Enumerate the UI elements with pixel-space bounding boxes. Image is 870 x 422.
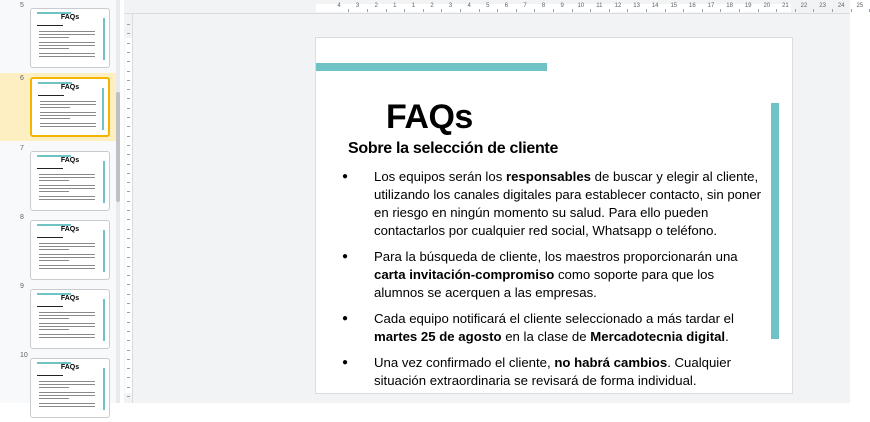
text-run: Una vez confirmado el cliente, xyxy=(374,355,555,370)
thumbnail-text-line xyxy=(39,246,95,247)
ruler-tick xyxy=(127,173,130,174)
thumbnail-text-line xyxy=(39,254,95,255)
thumbnail-accent-bar xyxy=(103,230,105,272)
text-run: Para la búsqueda de cliente, los maestros proporcionarán una xyxy=(374,249,738,264)
ruler-tick xyxy=(441,9,442,12)
thumbnail-text-line xyxy=(37,306,63,307)
slide-thumbnail[interactable] xyxy=(30,77,110,137)
ruler-number: 1 xyxy=(393,3,397,9)
ruler-tick xyxy=(590,9,591,12)
ruler-number: 10 xyxy=(577,3,585,9)
thumbnail-text-line xyxy=(39,326,95,327)
accent-bar-right xyxy=(771,103,779,339)
ruler-tick xyxy=(776,9,777,12)
ruler-tick xyxy=(127,350,130,351)
ruler-number: 9 xyxy=(560,3,564,9)
text-run: en la clase de xyxy=(501,329,591,344)
slide-number: 9 xyxy=(20,283,24,290)
ruler-tick xyxy=(423,9,424,12)
thumbnail-text-line xyxy=(39,384,95,385)
ruler-tick xyxy=(127,24,130,25)
ruler-number: 25 xyxy=(856,3,864,9)
thumbnail-text-line xyxy=(40,123,96,124)
ruler-tick xyxy=(127,387,130,388)
thumbnail-text-line xyxy=(39,174,95,175)
bullet-list[interactable] xyxy=(342,168,767,398)
ruler-tick xyxy=(627,9,628,12)
ruler-tick xyxy=(758,9,759,12)
vertical-ruler[interactable] xyxy=(124,14,133,403)
ruler-tick xyxy=(127,312,130,313)
bullet-item[interactable] xyxy=(342,310,767,346)
ruler-tick xyxy=(127,247,130,248)
slide-number: 7 xyxy=(20,145,24,152)
thumbnail-text-line xyxy=(39,196,95,197)
ruler-number: 2 xyxy=(430,3,434,9)
ruler-tick xyxy=(367,9,368,12)
thumbnail-text-line xyxy=(39,42,95,43)
thumbnail-text-line xyxy=(37,375,63,376)
thumbnail-text-line xyxy=(39,199,95,200)
slide-thumbnail[interactable] xyxy=(30,8,110,68)
ruler-tick xyxy=(127,33,130,34)
ruler-tick xyxy=(127,284,130,285)
ruler-tick xyxy=(127,80,130,81)
thumbnail-text-line xyxy=(39,185,95,186)
thumbnail-accent-bar xyxy=(103,18,105,60)
thumbnail-accent-bar xyxy=(103,161,105,203)
text-run: . xyxy=(725,329,729,344)
thumbnail-text-line xyxy=(39,56,95,57)
ruler-tick xyxy=(127,201,130,202)
thumbnail-text-line xyxy=(37,237,63,238)
ruler-tick xyxy=(683,9,684,12)
ruler-number: 5 xyxy=(486,3,490,9)
thumbnail-text-line xyxy=(39,334,95,335)
thumbnail-title: FAQs xyxy=(60,295,80,302)
slide-filmstrip xyxy=(0,0,118,403)
thumbnail-text-line xyxy=(39,191,69,192)
thumbnail-text-line xyxy=(39,398,69,399)
ruler-number: 20 xyxy=(763,3,771,9)
ruler-tick xyxy=(127,89,130,90)
bold-text: responsables xyxy=(505,169,591,184)
ruler-number: 1 xyxy=(411,3,416,9)
bold-text: no habrá cambios xyxy=(554,355,668,370)
ruler-number: 15 xyxy=(670,3,678,9)
ruler-tick xyxy=(127,182,130,183)
thumbnail-text-line xyxy=(39,323,95,324)
thumbnail-text-line xyxy=(39,406,95,407)
ruler-tick xyxy=(127,322,130,323)
ruler-number: 4 xyxy=(467,3,471,9)
ruler-tick xyxy=(646,9,647,12)
ruler-tick xyxy=(127,266,130,267)
slide-canvas xyxy=(133,14,850,403)
thumbnail-text-line xyxy=(39,329,69,330)
ruler-tick xyxy=(739,9,740,12)
thumbnail-text-line xyxy=(39,188,95,189)
thumbnail-title: FAQs xyxy=(60,226,80,233)
slide-number: 5 xyxy=(20,2,24,9)
thumbnail-text-line xyxy=(37,25,63,26)
ruler-tick xyxy=(127,257,130,258)
thumbnail-text-line xyxy=(39,257,95,258)
thumbnail-text-line xyxy=(40,118,70,119)
ruler-tick xyxy=(127,210,130,211)
ruler-tick xyxy=(127,303,130,304)
ruler-tick xyxy=(460,9,461,12)
ruler-tick xyxy=(553,9,554,12)
ruler-tick xyxy=(127,164,130,165)
ruler-number: 2 xyxy=(374,3,378,9)
thumbnail-title: FAQs xyxy=(60,84,80,91)
text-run: . Cualquier situación extraordinaria se revisará de forma individual. xyxy=(374,355,731,388)
ruler-tick xyxy=(497,9,498,12)
ruler-tick xyxy=(127,294,130,295)
ruler-number: 3 xyxy=(355,3,360,9)
thumbnail-text-line xyxy=(40,107,70,108)
ruler-tick xyxy=(127,145,130,146)
ruler-tick xyxy=(720,9,721,12)
thumbnail-text-line xyxy=(39,177,95,178)
slide-subtitle[interactable]: Sobre la selección de cliente xyxy=(348,140,559,157)
thumbnail-text-line xyxy=(39,37,69,38)
ruler-number: 3 xyxy=(448,3,453,9)
ruler-tick xyxy=(127,61,130,62)
ruler-tick xyxy=(127,98,130,99)
thumbnail-text-line xyxy=(39,249,69,250)
bullet-item[interactable] xyxy=(342,168,767,240)
ruler-number: 24 xyxy=(837,3,845,9)
slide-number: 8 xyxy=(20,214,24,221)
ruler-tick xyxy=(404,9,405,12)
ruler-tick xyxy=(813,9,814,12)
ruler-tick xyxy=(127,377,130,378)
ruler-tick xyxy=(127,191,130,192)
thumbnail-title: FAQs xyxy=(60,14,80,21)
slide-thumbnail[interactable] xyxy=(30,151,110,211)
ruler-number: 8 xyxy=(541,3,546,9)
current-slide[interactable] xyxy=(316,38,792,393)
thumbnail-text-line xyxy=(39,243,95,244)
ruler-number: 4 xyxy=(337,3,341,9)
ruler-number: 6 xyxy=(504,3,509,9)
ruler-tick xyxy=(127,368,130,369)
ruler-tick xyxy=(127,275,130,276)
ruler-number: 19 xyxy=(744,3,752,9)
thumbnail-title: FAQs xyxy=(60,364,80,371)
slide-thumbnail[interactable] xyxy=(30,289,110,349)
thumbnail-text-line xyxy=(37,168,63,169)
thumbnail-text-line xyxy=(39,260,69,261)
text-run: Cada equipo notificará el cliente seleccionado a más tardar el xyxy=(374,311,734,326)
ruler-tick xyxy=(127,117,130,118)
ruler-tick xyxy=(609,9,610,12)
ruler-tick xyxy=(534,9,535,12)
text-run: Los equipos serán los xyxy=(374,169,506,184)
horizontal-ruler[interactable] xyxy=(124,0,864,14)
ruler-tick xyxy=(479,9,480,12)
text-run: como soporte para que los alumnos se acerquen a las empresas. xyxy=(374,267,715,300)
bold-text: carta invitación-compromiso xyxy=(374,267,555,282)
ruler-tick xyxy=(516,9,517,12)
thumbnail-text-line xyxy=(39,268,95,269)
thumbnail-text-line xyxy=(39,312,95,313)
ruler-number: 11 xyxy=(596,3,603,9)
slide-title[interactable]: FAQs xyxy=(386,98,473,136)
slide-thumbnail[interactable] xyxy=(30,220,110,280)
ruler-number: 14 xyxy=(651,3,659,9)
thumbnail-accent-bar xyxy=(103,299,105,341)
bold-text: martes 25 de agosto xyxy=(374,329,502,344)
thumbnail-text-line xyxy=(40,112,96,113)
thumbnail-accent-bar xyxy=(103,368,105,410)
thumbnail-text-line xyxy=(39,318,69,319)
thumbnail-text-line xyxy=(39,337,95,338)
filmstrip-scrollbar-thumb[interactable] xyxy=(116,92,120,202)
ruler-tick xyxy=(572,9,573,12)
slide-thumbnail-row[interactable] xyxy=(0,214,118,284)
slide-thumbnail-row[interactable] xyxy=(0,145,118,215)
thumbnail-text-line xyxy=(39,34,95,35)
thumbnail-text-line xyxy=(39,53,95,54)
ruler-number: 13 xyxy=(633,3,640,9)
ruler-tick xyxy=(127,136,130,137)
thumbnail-text-line xyxy=(39,265,95,266)
ruler-tick xyxy=(851,9,852,12)
ruler-tick xyxy=(127,43,130,44)
bullet-item[interactable] xyxy=(342,354,767,390)
slide-thumbnail-row[interactable] xyxy=(0,2,118,72)
thumbnail-title: FAQs xyxy=(60,157,80,164)
ruler-tick xyxy=(127,359,130,360)
ruler-tick xyxy=(127,52,130,53)
thumbnail-text-line xyxy=(39,403,95,404)
slide-thumbnail-row[interactable] xyxy=(0,73,118,141)
thumbnail-text-line xyxy=(39,381,95,382)
slide-number: 6 xyxy=(20,75,24,82)
ruler-tick xyxy=(127,154,130,155)
slide-thumbnail-row[interactable] xyxy=(0,283,118,353)
thumbnail-text-line xyxy=(39,395,95,396)
thumbnail-text-line xyxy=(40,104,96,105)
ruler-number: 16 xyxy=(689,3,696,9)
ruler-number: 22 xyxy=(800,3,808,9)
ruler-tick xyxy=(665,9,666,12)
thumbnail-text-line xyxy=(40,101,96,102)
ruler-tick xyxy=(127,396,130,397)
text-run: de buscar y elegir al cliente, utilizando los canales digitales para establecer contacto, sin poner en riesgo en ningún momento su salud. Para ello pueden contactarlos por cualquier red social, Whatsapp o teléfono. xyxy=(374,169,762,238)
ruler-number: 7 xyxy=(523,3,527,9)
thumbnail-text-line xyxy=(40,126,96,127)
ruler-tick xyxy=(702,9,703,12)
ruler-number: 17 xyxy=(707,3,715,9)
ruler-number: 21 xyxy=(782,3,789,9)
ruler-tick xyxy=(127,108,130,109)
ruler-tick xyxy=(795,9,796,12)
thumbnail-text-line xyxy=(39,45,95,46)
ruler-tick xyxy=(348,9,349,12)
ruler-number: 18 xyxy=(726,3,733,9)
thumbnail-text-line xyxy=(39,48,69,49)
ruler-tick xyxy=(127,71,130,72)
slide-thumbnail-row[interactable] xyxy=(0,352,118,422)
ruler-tick xyxy=(127,219,130,220)
ruler-number: 12 xyxy=(614,3,622,9)
thumbnail-text-line xyxy=(38,95,64,96)
slide-number: 10 xyxy=(20,352,28,359)
slide-thumbnail[interactable] xyxy=(30,358,110,418)
thumbnail-text-line xyxy=(39,387,69,388)
bullet-item[interactable] xyxy=(342,248,767,302)
ruler-tick xyxy=(127,238,130,239)
accent-bar-top xyxy=(316,63,547,71)
ruler-tick xyxy=(832,9,833,12)
thumbnail-text-line xyxy=(39,392,95,393)
thumbnail-text-line xyxy=(39,180,69,181)
ruler-tick xyxy=(127,331,130,332)
thumbnail-text-line xyxy=(39,31,95,32)
ruler-tick xyxy=(127,229,130,230)
ruler-number: 23 xyxy=(819,3,826,9)
thumbnail-accent-bar xyxy=(102,88,104,130)
ruler-tick xyxy=(127,340,130,341)
thumbnail-text-line xyxy=(40,115,96,116)
ruler-tick xyxy=(127,126,130,127)
bold-text: Mercadotecnia digital xyxy=(590,329,726,344)
thumbnail-text-line xyxy=(39,315,95,316)
ruler-tick xyxy=(386,9,387,12)
